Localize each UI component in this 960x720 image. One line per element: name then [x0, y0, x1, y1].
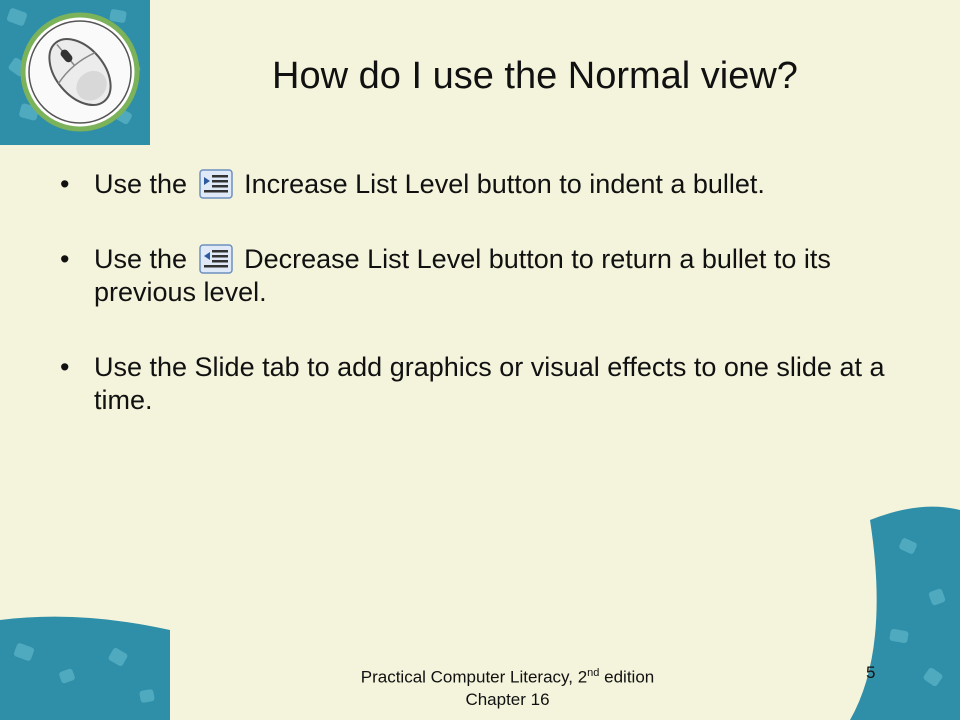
mouse-logo-icon: [20, 12, 140, 132]
bullet-item-slide-tab: [60, 351, 910, 417]
bullet-list: [60, 168, 910, 459]
increase-list-level-icon: [199, 169, 233, 199]
decorative-pattern-bottom-left: [0, 610, 170, 720]
bullet-item-decrease-list-level: [60, 243, 910, 309]
bullet-prefix: Use the: [94, 169, 188, 199]
bullet-text: Decrease List Level button to return a bullet to its previous level.: [94, 244, 831, 307]
bullet-marker: •: [60, 169, 70, 199]
bullet-prefix: Use the: [94, 244, 188, 274]
bullet-text: Use the Slide tab to add graphics or visual effects to one slide at a time.: [94, 352, 885, 415]
decrease-list-level-icon: [199, 244, 233, 274]
footer-book-title: [300, 662, 715, 689]
footer-title-text: Practical Computer Literacy, 2: [360, 667, 588, 687]
decorative-pattern-bottom-right: [840, 500, 960, 720]
footer-edition-superscript: nd: [587, 667, 600, 679]
bullet-marker: •: [60, 244, 70, 274]
footer-edition-suffix: edition: [599, 667, 655, 687]
bullet-item-increase-list-level: [60, 168, 910, 201]
page-number: 5: [866, 663, 876, 682]
footer-chapter: Chapter 16: [465, 689, 550, 709]
bullet-marker: •: [60, 352, 70, 382]
bullet-text: Increase List Level button to indent a bullet.: [244, 169, 765, 199]
slide-title: How do I use the Normal view?: [272, 55, 798, 97]
slide-footer: [300, 662, 715, 711]
